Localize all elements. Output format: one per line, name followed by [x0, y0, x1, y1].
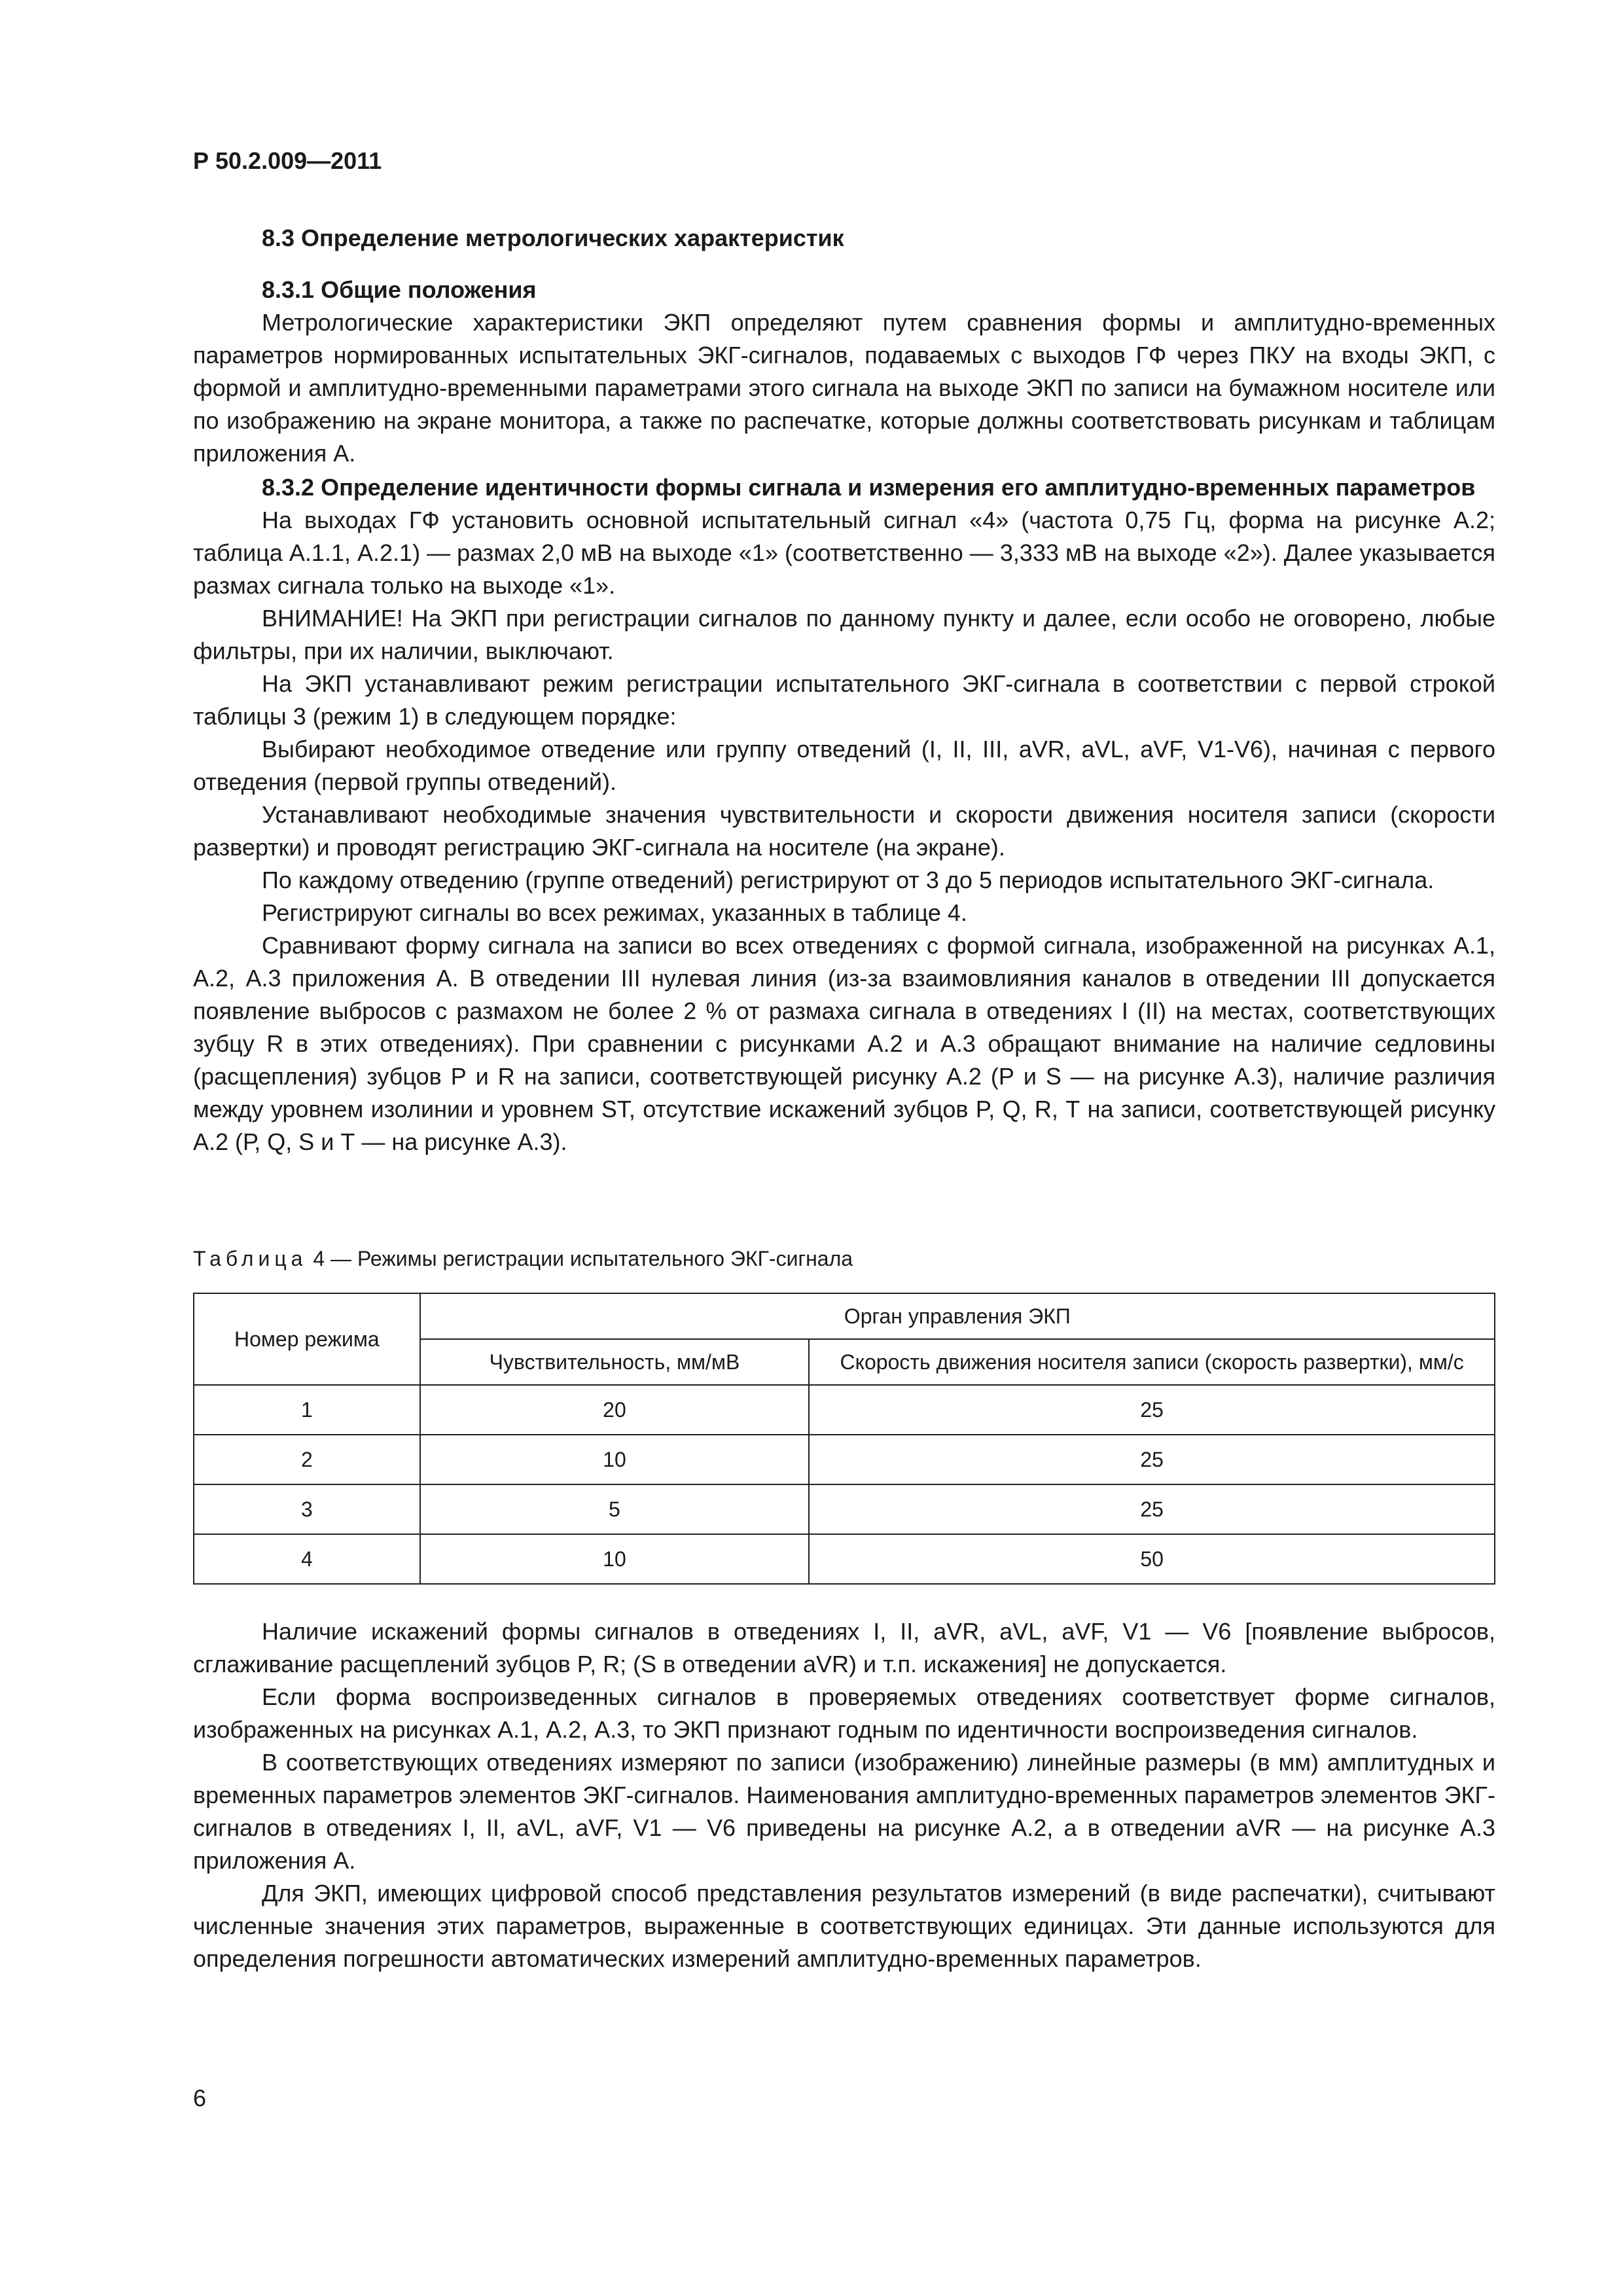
header-speed: Скорость движения носителя записи (скорость развертки), мм/с: [809, 1339, 1495, 1385]
header-mode-number: Номер режима: [194, 1293, 420, 1385]
paragraph: В соответствующих отведениях измеряют по записи (изображению) линейные размеры (в мм) амплитудных и временных параметров элементов ЭКГ-сигналов. Наименования амплитудно-временных параметров элементов ЭКГ-сигналов в отведениях I, II, aVL, aVF, V1 — V6 приведены на рисунке А.2, а в отведении aVR — на рисунке А.3 приложения А.: [193, 1749, 1495, 1874]
paragraph: По каждому отведению (группе отведений) регистрируют от 3 до 5 периодов испытательного ЭКГ-сигнала.: [262, 867, 1435, 893]
paragraph: Наличие искажений формы сигналов в отведениях I, II, aVR, aVL, aVF, V1 — V6 [появление выбросов, сглаживание расщеплений зубцов P, R; (S в отведении aVR) и т.п. искажения] не допускается.: [193, 1618, 1495, 1677]
paragraph: Если форма воспроизведенных сигналов в проверяемых отведениях соответствует форме сигналов, изображенных на рисунках А.1, А.2, А.3, то ЭКП признают годным по идентичности воспроизведения сигналов.: [193, 1683, 1495, 1743]
cell-sensitivity: 20: [420, 1385, 810, 1435]
paragraph: На выходах ГФ установить основной испытательный сигнал «4» (частота 0,75 Гц, форма на рисунке А.2; таблица А.1.1, А.2.1) — размах 2,0 мВ на выходе «1» (соответственно — 3,333 мВ на выходе «2»). Далее указывается размах сигнала только на выходе «1».: [193, 507, 1495, 599]
cell-speed: 25: [809, 1385, 1495, 1435]
cell-speed: 25: [809, 1484, 1495, 1534]
header-sensitivity: Чувствительность, мм/мВ: [420, 1339, 810, 1385]
cell-mode: 2: [194, 1435, 420, 1484]
paragraph: Сравнивают форму сигнала на записи во всех отведениях с формой сигнала, изображенной на рисунках А.1, А.2, А.3 приложения А. В отведении III нулевая линия (из-за взаимовлияния каналов в отведении III допускается появление выбросов с размахом не более 2 % от размаха сигнала в отведениях I (II) на местах, соответствующих зубцу R в этих отведениях). При сравнении с рисунками А.2 и А.3 обращают внимание на наличие седловины (расщепления) зубцов Р и R на записи, соответствующей рисунку А.2 (Р и S — на рисунке А.3), наличие различия между уровнем изолинии и уровнем ST, отсутствие искажений зубцов P, Q, R, Т на записи, соответствующей рисунку А.2 (Р, Q, S и Т — на рисунке А.3).: [193, 932, 1495, 1155]
cell-speed: 50: [809, 1534, 1495, 1584]
cell-mode: 3: [194, 1484, 420, 1534]
subsection-8-3-2: [193, 471, 1495, 1158]
paragraph: Для ЭКП, имеющих цифровой способ представления результатов измерений (в виде распечатки), считывают численные значения этих параметров, выраженные в соответствующих единицах. Эти данные используются для определения погрешности автоматических измерений амплитудно-временных параметров.: [193, 1880, 1495, 1972]
paragraph: Выбирают необходимое отведение или группу отведений (I, II, III, aVR, aVL, aVF, V1-V6), начиная с первого отведения (первой группы отведений).: [193, 736, 1495, 795]
table-caption-text: 4 — Режимы регистрации испытательного ЭКГ-сигнала: [307, 1247, 853, 1270]
modes-table: [193, 1293, 1495, 1585]
cell-mode: 4: [194, 1534, 420, 1584]
paragraph: Регистрируют сигналы во всех режимах, указанных в таблице 4.: [262, 899, 967, 926]
cell-sensitivity: 10: [420, 1534, 810, 1584]
paragraph: ВНИМАНИЕ! На ЭКП при регистрации сигналов по данному пункту и далее, если особо не оговорено, любые фильтры, при их наличии, выключают.: [193, 605, 1495, 664]
table-caption-word: Таблица: [193, 1247, 308, 1270]
paragraph: Устанавливают необходимые значения чувствительности и скорости движения носителя записи (скорости развертки) и проводят регистрацию ЭКГ-сигнала на носителе (на экране).: [193, 801, 1495, 861]
table-row: [194, 1435, 1495, 1484]
cell-sensitivity: 5: [420, 1484, 810, 1534]
subsection-heading: 8.3.2 Определение идентичности формы сигнала и измерения его амплитудно-временных параметров: [262, 474, 1476, 501]
table-caption: [193, 1247, 853, 1271]
cell-sensitivity: 10: [420, 1435, 810, 1484]
cell-mode: 1: [194, 1385, 420, 1435]
table-row: [194, 1484, 1495, 1534]
page-number: 6: [193, 2085, 207, 2111]
subsection-8-3-1: [193, 274, 1495, 470]
section-heading: 8.3 Определение метрологических характеристик: [262, 224, 844, 251]
post-table-text: [193, 1615, 1495, 1975]
paragraph: На ЭКП устанавливают режим регистрации испытательного ЭКГ-сигнала в соответствии с первой строкой таблицы 3 (режим 1) в следующем порядке:: [193, 670, 1495, 730]
header-control-group: Орган управления ЭКП: [420, 1293, 1495, 1339]
subsection-heading: 8.3.1 Общие положения: [262, 276, 537, 303]
cell-speed: 25: [809, 1435, 1495, 1484]
document-code: Р 50.2.009—2011: [193, 147, 382, 174]
table-row: [194, 1534, 1495, 1584]
table-row: [194, 1385, 1495, 1435]
paragraph: Метрологические характеристики ЭКП определяют путем сравнения формы и амплитудно-временных параметров нормированных испытательных ЭКГ-сигналов, подаваемых с выходов ГФ через ПКУ на входы ЭКП, с формой и амплитудно-временными параметрами этого сигнала на выходе ЭКП по записи на бумажном носителе или по изображению на экране монитора, а также по распечатке, которые должны соответствовать рисункам и таблицам приложения А.: [193, 309, 1495, 467]
